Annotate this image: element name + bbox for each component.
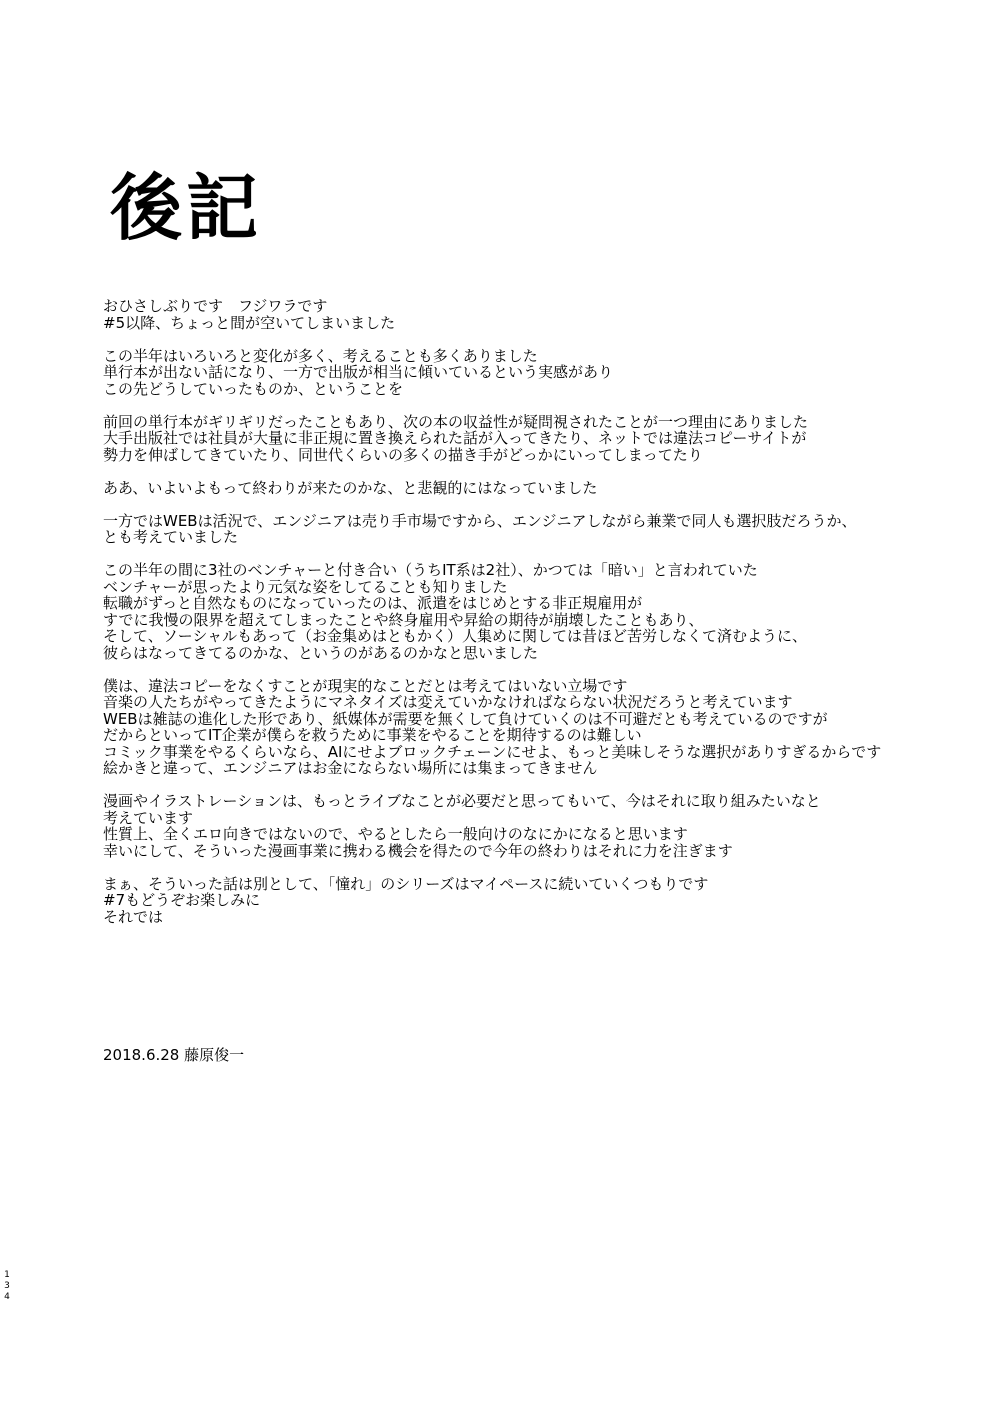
text-line: すでに我慢の限界を超えてしまったことや終身雇用や昇給の期待が崩壊したこともあり、 — [103, 610, 704, 629]
text-line: 僕は、違法コピーをなくすことが現実的なことだとは考えてはいない立場です — [103, 676, 628, 695]
paragraph — [103, 348, 963, 398]
paragraph — [103, 480, 963, 497]
text-line: 大手出版社では社員が大量に非正規に置き換えられた話が入ってきたり、ネットでは違法コピーサイトが — [103, 429, 807, 447]
page-number-digit: 3 — [4, 1281, 10, 1291]
text-line: ああ、いよいよもって終わりが来たのかな、と悲観的にはなっていました — [103, 478, 598, 497]
text-line: まぁ、そういった話は別として、「憧れ」のシリーズはマイペースに続いていくつもりです — [103, 874, 709, 893]
paragraph — [103, 876, 963, 926]
text-line: この先どうしていったものか、ということを — [103, 379, 404, 398]
page-number-digit: 4 — [4, 1292, 10, 1302]
text-line: 単行本が出ない話になり、一方で出版が相当に傾いているという実感があり — [103, 363, 614, 381]
text-line: 彼らはなってきてるのかな、というのがあるのかなと思いました — [103, 643, 539, 662]
paragraph — [103, 562, 963, 661]
date-signature: 2018.6.28 藤原俊一 — [103, 1046, 245, 1064]
text-line: 前回の単行本がギリギリだったこともあり、次の本の収益性が疑問視されたことが一つ理由にありました — [103, 412, 809, 431]
text-line: 考えています — [103, 808, 194, 827]
text-line: この半年の間に3社のベンチャーと付き合い（うちIT系は2社）、かつては「暗い」と言われていた — [103, 561, 758, 579]
afterword-body — [103, 298, 963, 942]
text-line: それでは — [103, 907, 164, 926]
paragraph — [103, 513, 963, 546]
text-line: この半年はいろいろと変化が多く、考えることも多くありました — [103, 346, 538, 365]
text-line: 漫画やイラストレーションは、もっとライブなことが必要だと思ってもいて、今はそれに取り組みたいなと — [103, 792, 821, 810]
paragraph — [103, 793, 963, 859]
text-line: そして、ソーシャルもあって（お金集めはともかく）人集めに関しては昔ほど苦労しなくて済むように、 — [103, 627, 807, 645]
page-number-digit: 1 — [4, 1270, 10, 1280]
paragraph — [103, 678, 963, 777]
text-line: 転職がずっと自然なものになっていったのは、派遣をはじめとする非正規雇用が — [103, 594, 643, 612]
text-line: 勢力を伸ばしてきていたり、同世代くらいの多くの描き手がどっかにいってしまってたり — [103, 445, 703, 464]
page-number — [2, 1270, 12, 1303]
text-line: 絵かきと違って、エンジニアはお金にならない場所には集まってきません — [103, 759, 598, 777]
text-line: #5以降、ちょっと間が空いてしまいました — [103, 313, 396, 332]
paragraph — [103, 298, 963, 331]
text-line: おひさしぶりです フジワラです — [103, 297, 328, 315]
text-line: WEBは雑誌の進化した形であり、紙媒体が需要を無くして負けていくのは不可避だとも考えているのですが — [103, 709, 828, 728]
text-line: ベンチャーが思ったより元気な姿をしてることも知りました — [103, 577, 508, 596]
text-line: 音楽の人たちがやってきたようにマネタイズは変えていかなければならない状況だろうと考えています — [103, 693, 793, 711]
text-line: 一方ではWEBは活況で、エンジニアは売り手市場ですから、エンジニアしながら兼業で同人も選択肢だろうか、 — [103, 511, 857, 530]
text-line: 幸いにして、そういった漫画事業に携わる機会を得たので今年の終わりはそれに力を注ぎます — [103, 841, 733, 860]
page-title: 後記 — [110, 166, 263, 250]
paragraph — [103, 414, 963, 464]
text-line: #7もどうぞお楽しみに — [103, 891, 261, 909]
text-line: コミック事業をやるくらいなら、AIにせよブロックチェーンにせよ、もっと美味しそうな選択がありすぎるからです — [103, 742, 882, 761]
text-line: だからといってIT企業が僕らを救うために事業をやることを期待するのは難しい — [103, 726, 642, 744]
text-line: 性質上、全くエロ向きではないので、やるとしたら一般向けのなにかになると思います — [103, 825, 688, 843]
text-line: とも考えていました — [103, 528, 239, 546]
